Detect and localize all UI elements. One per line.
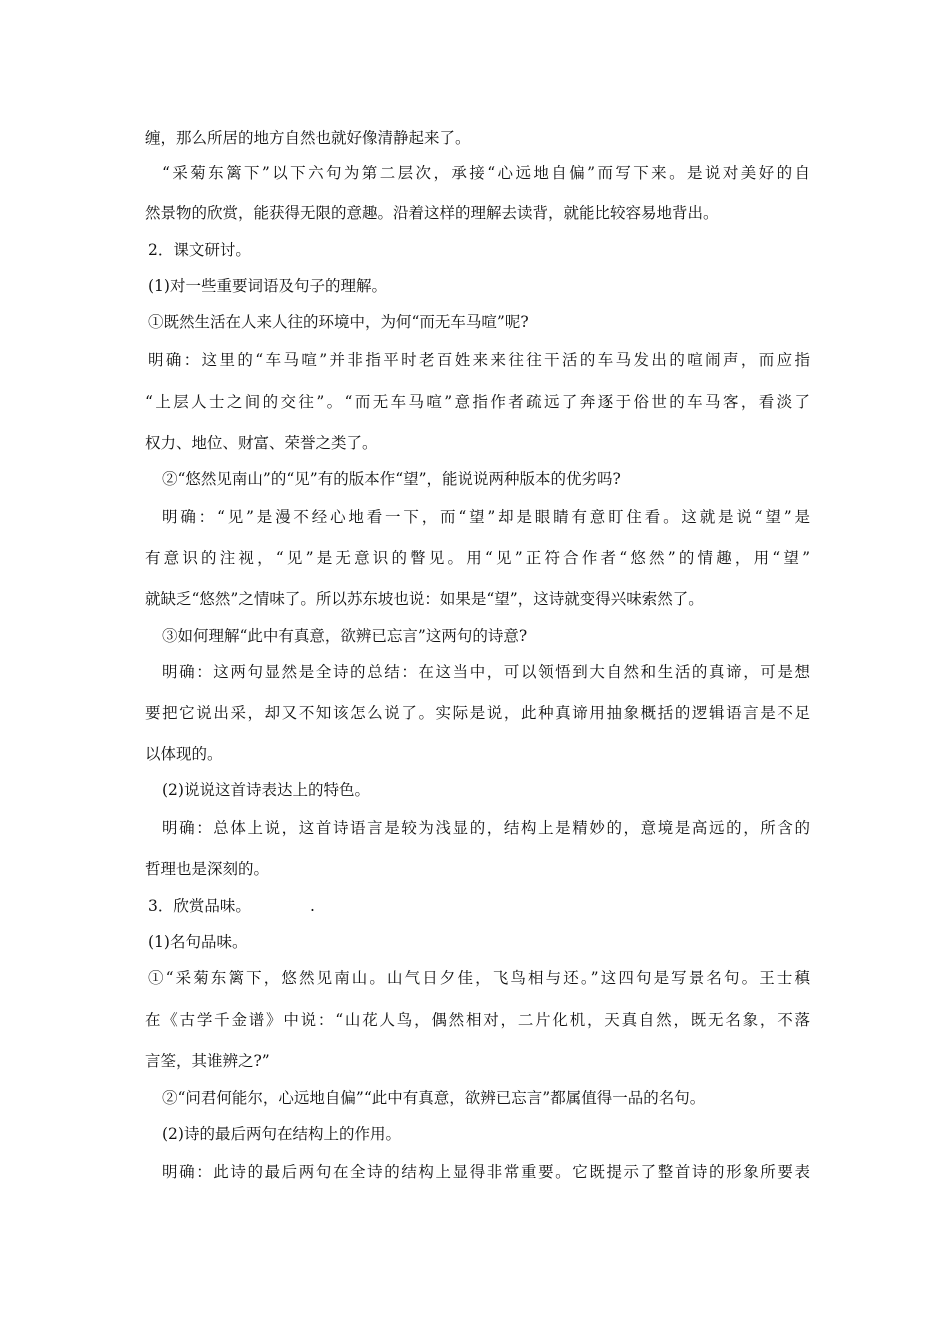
text-line: 有意识的注视，“见”是无意识的瞥见。用“见”正符合作者“悠然”的情趣，用“望” <box>145 549 810 567</box>
section-heading: 3．欣赏品味。 . <box>148 897 315 915</box>
text-line: 明确：“见”是漫不经心地看一下，而“望”却是眼睛有意盯住看。这就是说“望”是 <box>162 508 810 526</box>
subsection-heading: (1)对一些重要词语及句子的理解。 <box>148 277 387 295</box>
text-line: 以体现的。 <box>145 745 223 763</box>
section-heading: 2．课文研讨。 <box>148 241 251 259</box>
question-line: ③如何理解“此中有真意，欲辨已忘言”这两句的诗意? <box>162 627 528 645</box>
text-line: 明确：这两句显然是全诗的总结：在这当中，可以领悟到大自然和生活的真谛，可是想 <box>162 663 810 681</box>
question-line: ②“悠然见南山”的“见”有的版本作“望”，能说说两种版本的优劣吗? <box>162 470 621 488</box>
text-line: ①“采菊东篱下，悠然见南山。山气日夕佳，飞鸟相与还。”这四句是写景名句。王士稹 <box>148 969 810 987</box>
text-line: 要把它说出采，却又不知该怎么说了。实际是说，此种真谛用抽象概括的逻辑语言是不足 <box>145 704 810 722</box>
subsection-heading: (2)说说这首诗表达上的特色。 <box>162 781 370 799</box>
text-line: 哲理也是深刻的。 <box>145 860 270 878</box>
text-line: 就缺乏“悠然”之情味了。所以苏东坡也说：如果是“望”，这诗就变得兴味索然了。 <box>145 590 704 608</box>
text-line: 明确：此诗的最后两句在全诗的结构上显得非常重要。它既提示了整首诗的形象所要表 <box>162 1163 810 1181</box>
text-line: 缠，那么所居的地方自然也就好像清静起来了。 <box>145 129 471 147</box>
subsection-heading: (2)诗的最后两句在结构上的作用。 <box>162 1125 401 1143</box>
text-line: ②“问君何能尔，心远地自偏”“此中有真意，欲辨已忘言”都属值得一品的名句。 <box>162 1089 706 1107</box>
text-line: 言筌，其谁辨之?” <box>145 1052 270 1070</box>
text-line: “采菊东篱下”以下六句为第二层次，承接“心远地自偏”而写下来。是说对美好的自 <box>162 164 810 182</box>
text-line: 然景物的欣赏，能获得无限的意趣。沿着这样的理解去读背，就能比较容易地背出。 <box>145 204 719 222</box>
text-line: 明确：总体上说，这首诗语言是较为浅显的，结构上是精妙的，意境是高远的，所含的 <box>162 819 810 837</box>
text-line: “上层人士之间的交往”。“而无车马喧”意指作者疏远了奔逐于俗世的车马客，看淡了 <box>145 393 810 411</box>
text-line: 明确：这里的“车马喧”并非指平时老百姓来来往往干活的车马发出的喧闹声，而应指 <box>148 351 810 369</box>
question-line: ①既然生活在人来人往的环境中，为何“而无车马喧”呢? <box>148 313 529 331</box>
subsection-heading: (1)名句品味。 <box>148 933 248 951</box>
text-line: 权力、地位、财富、荣誉之类了。 <box>145 434 378 452</box>
text-line: 在《古学千金谱》中说：“山花人鸟，偶然相对，二片化机，天真自然，既无名象，不落 <box>145 1011 810 1029</box>
